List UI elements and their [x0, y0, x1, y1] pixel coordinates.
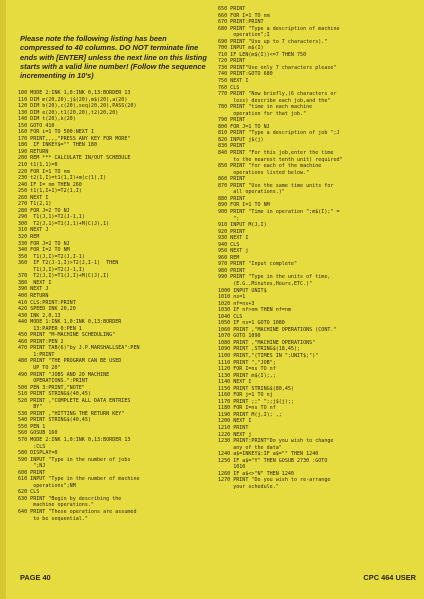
- code-line: 640 PRINT "These operations are assumed: [18, 509, 137, 515]
- code-line: 350 T1(J,I)=T2(J,I-1): [18, 253, 85, 260]
- code-line: BY": [18, 404, 43, 411]
- code-line: 400 RETURN: [18, 292, 49, 299]
- code-line: 1240 a$=INKEY$:IF a$="" THEN 1240: [218, 451, 319, 458]
- code-line: operations listed below.": [218, 169, 310, 176]
- listing-column-right: [218, 6, 418, 490]
- code-line: 540 PRINT STRING$(40,45): [18, 417, 91, 424]
- code-line: (E.G.,Minutes,Hours,ETC.)": [218, 280, 313, 287]
- code-line: 340 FOR I=2 TO NM: [18, 247, 70, 254]
- code-line: 100 MODE 2:INK 1,0:INK 0,13:BORDER 13: [18, 90, 131, 96]
- code-line: 410 CLS:PRINT:PRINT: [18, 299, 76, 306]
- code-line: operations";NM: [18, 482, 76, 489]
- code-line: 500 PEN 3:PRINT,"NOTE": [18, 384, 85, 391]
- code-line: 760 CLS: [218, 84, 240, 91]
- code-line: 200 REM *** CALCULATE IN/OUT SCHEDULE: [18, 155, 131, 162]
- code-line: 870 PRINT "Use the same time units for: [218, 182, 334, 189]
- code-line: 850 PRINT "for each of the machine: [218, 163, 322, 170]
- code-line: 1180 FOR I=ns TO nf: [218, 405, 276, 412]
- code-line: operation for that job.": [218, 110, 307, 117]
- code-line: 890 FOR I=1 TO NM: [218, 202, 270, 209]
- code-line: 1060 PRINT ,"MACHINE OPERATIONS (CONT.": [218, 326, 337, 333]
- code-line: 920 PRINT: [218, 228, 246, 235]
- code-line: 1:PRINT: [18, 351, 55, 358]
- code-line: machine operations.": [18, 502, 94, 509]
- code-line: 1170 PRINT ;;" ";;j$(j);;: [218, 398, 294, 405]
- code-line: 370 T2(J,I)=T1(J,I)+M(C(J),I): [18, 273, 110, 280]
- code-line: 440 MODE 1:INK 1,0:INK 0,13:BORDER: [18, 319, 122, 326]
- code-line: 1140 NEXT I: [218, 379, 252, 386]
- code-line: 670 PRINT:PRINT: [218, 19, 264, 26]
- code-line: ";: [218, 215, 240, 222]
- code-line: 480 PRINT "THE PROGRAM CAN BE USED: [18, 358, 122, 365]
- code-line: 220 FOR I=1 TO nm: [18, 168, 70, 175]
- code-line: 140 DIM t(20),k(20): [18, 116, 76, 123]
- code-line: 1250 IF a$="Y" THEN GOSUB 2730 :GOTO: [218, 457, 328, 464]
- code-line: 1270 PRINT "Do you wish to re-arrange: [218, 477, 331, 484]
- code-line: 1260 IF a$<>"N" THEN 1240: [218, 470, 294, 477]
- code-line: 1090 PRINT ,STRING$(18,45);: [218, 346, 301, 353]
- code-line: 550 PEN 1: [18, 423, 46, 430]
- code-line: 590 INPUT "Type in the number of jobs: [18, 456, 131, 463]
- code-line: 530 PRINT ,"HITTING THE RETURN KEY": [18, 410, 125, 417]
- code-line: 1040 CLS: [218, 313, 243, 320]
- code-line: 940 CLS: [218, 241, 240, 248]
- code-line: operation";I: [218, 32, 270, 39]
- code-line: 1110 PRINT ","JOB";: [218, 359, 276, 366]
- code-line: 680 PRINT "Type a description of machine: [218, 25, 340, 32]
- code-line: 13:PAPER 0:PEN 1: [18, 325, 82, 332]
- code-line: 810 PRINT "Type a description of job ";J: [218, 130, 340, 137]
- code-line: 170 PRINT,,,,"PRESS ANY KEY FOR MORE": [18, 135, 131, 142]
- code-line: 160 FOR i=1 TO 500:NEXT I: [18, 129, 94, 136]
- code-line: 510 PRINT STRING$(40,45): [18, 391, 91, 398]
- code-line: 430 INK 2,0,13: [18, 312, 61, 319]
- code-line: 820 INPUT j$(j): [218, 136, 264, 143]
- code-line: 470 PRINT TAB(6)"by J.P.MARSHALLSEA":PEN: [18, 345, 140, 352]
- code-line: 900 PRINT "Time in operation ";m$(I);" =: [218, 208, 340, 215]
- code-line: 310 NEXT J: [18, 227, 49, 234]
- code-line: 950 NEXT j: [218, 248, 249, 255]
- code-line: to the nearest tenth unit) required": [218, 156, 343, 163]
- code-line: 450 PRINT "M-MACHINE SCHEDULING": [18, 332, 116, 339]
- code-line: 980 PRINT: [218, 267, 246, 274]
- code-line: 1160 FOR j=1 TO nj: [218, 392, 273, 399]
- code-line: 580 DISPLAY=0: [18, 450, 58, 457]
- code-line: 650 PRINT: [218, 6, 246, 12]
- code-line: 1130 PRINT m$(I);,;: [218, 372, 276, 379]
- code-line: 1200 NEXT I: [218, 418, 252, 425]
- code-line: your schedule.": [218, 483, 279, 490]
- code-line: UP TO 20": [18, 364, 61, 371]
- code-line: 1010 ns=1: [218, 294, 246, 301]
- listing-note: [20, 34, 210, 80]
- listing-column-left: [18, 90, 216, 522]
- code-line: less) describe each job,and the": [218, 97, 331, 104]
- code-line: 330 FOR J=2 TO NJ: [18, 240, 70, 247]
- code-line: 230 t2(1,I)=t1(1,I)+m(c(1),I): [18, 175, 107, 182]
- code-line: 270 T1(2,1): [18, 201, 52, 208]
- code-line: 260 NEXT I: [18, 194, 49, 201]
- code-line: ";NJ: [18, 463, 46, 470]
- code-line: :CLS: [18, 443, 46, 450]
- code-line: 460 PRINT:PEN 2: [18, 338, 64, 345]
- code-line: 1070 GOTO 1090: [218, 333, 261, 340]
- code-line: 490 PRINT "JOBS AND 20 MACHINE: [18, 371, 110, 378]
- code-line: 280 FOR J=2 TO NJ: [18, 207, 70, 214]
- code-line: 190 RETURN: [18, 148, 49, 155]
- code-line: 360 IF T2(J-1,I)>T2(J,I-1) THEN: [18, 260, 119, 267]
- code-line: 110 DIM m(20,20),j$(20),m$(20),a(20): [18, 96, 128, 103]
- code-line: 1050 IF ns=1 GOTO 1080: [218, 320, 285, 327]
- code-line: 700 INPUT m$(I): [218, 45, 264, 52]
- code-line: 750 NEXT I: [218, 78, 249, 85]
- code-line: all operations.)": [218, 189, 285, 196]
- binding-gutter: [0, 0, 6, 599]
- code-line: 620 CLS: [18, 489, 40, 496]
- code-line: 130 DIM e(20),t1(20,20),t2(20,20): [18, 109, 119, 116]
- code-line: 1120 FOR I=ns TO nf: [218, 366, 276, 373]
- code-line: 120 DIM b(20),c(20),seq(20,20),PASS(20): [18, 103, 137, 110]
- code-line: 610 INPUT "Type in the number of machine: [18, 476, 140, 483]
- code-line: 600 PRINT: [18, 469, 46, 476]
- listing-note-text: Please note the following listing has been compressed to 40 columns. DO NOT terminate line ends with [ENTER] unless the next line on this listing starts with a valid line number! (Follow the sequence incrementing in 10's): [20, 34, 207, 81]
- code-line: 380 NEXT I: [18, 279, 52, 286]
- code-line: 720 PRINT: [218, 58, 246, 65]
- code-line: 290 T1(J,1)=T2(J-1,1): [18, 214, 85, 221]
- code-line: any of the data": [218, 444, 282, 451]
- code-line: 320 REM: [18, 234, 40, 241]
- code-line: 710 IF LEN(m$(I))<=7 THEN 750: [218, 51, 307, 58]
- code-line: 770 PRINT "Now briefly,(6 characters or: [218, 91, 337, 98]
- code-line: 780 PRINT "time in each machine: [218, 104, 313, 111]
- code-line: 1010: [218, 464, 246, 471]
- code-line: 520 PRINT ,"COMPLETE ALL DATA ENTRIES: [18, 397, 131, 404]
- code-line: 150 GOTO 410: [18, 122, 55, 129]
- code-line: 1030 IF nf>nm THEN nf=nm: [218, 307, 291, 314]
- code-line: 560 GOSUB 160: [18, 430, 58, 437]
- code-line: 1210 PRINT: [218, 425, 249, 431]
- code-line: 1190 PRINT M(j,I); ,;: [218, 411, 282, 418]
- code-line: 990 PRINT "Type in the units of time,: [218, 274, 331, 281]
- code-line: 660 FOR I=1 TO nm: [218, 12, 270, 19]
- code-line: 800 FOR J=1 TO NJ: [218, 123, 270, 130]
- code-line: 730 PRINT"Use only 7 characters please": [218, 64, 337, 71]
- code-line: 390 NEXT J: [18, 286, 49, 293]
- code-line: 790 PRINT: [218, 117, 246, 124]
- code-line: 180 IF INKEY$="" THEN 180: [18, 142, 98, 149]
- code-line: 960 REM: [218, 254, 240, 261]
- code-line: 970 PRINT "Input complete": [218, 261, 298, 268]
- code-line: 690 PRINT "Use up to 7 characters).": [218, 38, 328, 45]
- code-line: 300 T2(J,1)=T1(J,1)+M(C(J),1): [18, 220, 110, 227]
- code-line: 1220 NEXT j: [218, 431, 252, 438]
- page-number: PAGE 40: [20, 573, 51, 582]
- code-line: OPERATIONS.":PRINT: [18, 378, 88, 385]
- code-line: to be sequential.": [18, 515, 88, 522]
- code-line: 570 MODE 2:INK 1,0:INK 0,13:BORDER 13: [18, 436, 131, 443]
- magazine-title: CPC 464 USER: [363, 573, 416, 582]
- code-line: T1(J,I)=T2(J-1,I): [18, 266, 85, 273]
- code-line: 860 PRINT: [218, 176, 246, 183]
- code-line: 1230 PRINT:PRINT"Do you wish to change: [218, 438, 334, 445]
- code-line: 930 NEXT I: [218, 235, 249, 242]
- code-line: 840 PRINT "For this job,enter the time: [218, 150, 334, 157]
- code-line: 1000 INPUT UNIT$: [218, 287, 267, 294]
- code-line: 910 INPUT M(J,I): [218, 222, 267, 229]
- code-line: 240 IF I= nm THEN 260: [18, 181, 82, 188]
- code-line: 250 t1(1,I+1)=T2(1,I): [18, 188, 82, 195]
- code-line: 630 PRINT "Begin by describing the: [18, 495, 122, 502]
- code-line: 830 PRINT: [218, 143, 246, 150]
- code-line: 420 SPEED INK 20,20: [18, 306, 76, 313]
- code-line: 880 PRINT: [218, 195, 246, 202]
- code-line: 1100 PRINT,"(TIMES IN ";UNIT$;")": [218, 352, 319, 359]
- code-line: 740 PRINT:GOTO 680: [218, 71, 273, 78]
- code-line: 1020 nf=ns+3: [218, 300, 255, 307]
- code-line: 1080 PRINT ,"MACHINE OPERATIONS": [218, 339, 316, 346]
- code-line: 1150 PRINT STRING$(80,45): [218, 385, 294, 392]
- code-line: 210 t1(1,1)=0: [18, 162, 58, 169]
